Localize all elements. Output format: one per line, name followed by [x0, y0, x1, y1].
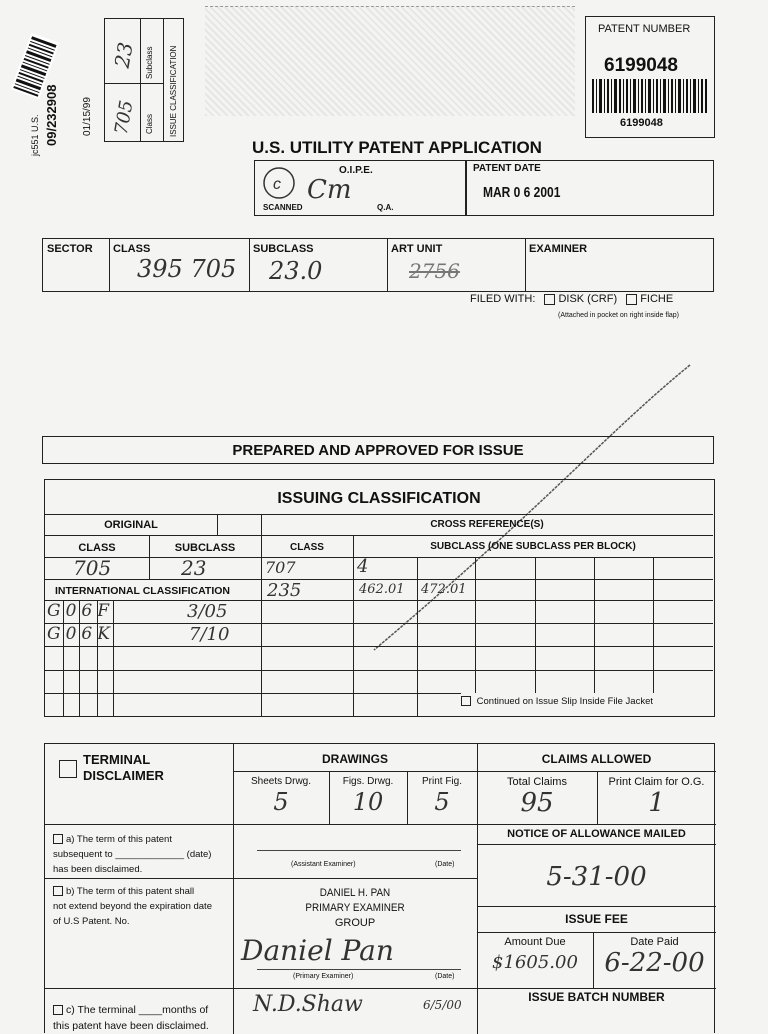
oipe-stamp-icon: [261, 165, 301, 201]
class-label: Class: [145, 113, 154, 134]
intl-hw-2a: G06K: [47, 624, 115, 644]
barcode-date: 01/15/99: [82, 97, 93, 136]
option-b-text-1: b) The term of this patent shall: [66, 886, 195, 897]
xsub-hw-2: 462.01: [359, 582, 405, 597]
issue-classification-label: ISSUE CLASSIFICATION: [169, 45, 178, 137]
print-fig-hw: 5: [434, 788, 450, 816]
art-unit-hw: 2756: [409, 259, 460, 283]
patent-number-box: [585, 16, 715, 138]
stamp-smudge: [205, 6, 575, 116]
svg-text:c: c: [273, 176, 281, 193]
continued-checkbox[interactable]: [461, 696, 471, 706]
issuing-title: ISSUING CLASSIFICATION: [277, 490, 481, 507]
oipe-initials: Cm: [307, 175, 352, 205]
xref-class-label: CLASS: [290, 542, 324, 553]
orig-subclass-label: SUBCLASS: [174, 542, 236, 554]
fiche-label: FICHE: [640, 293, 674, 305]
total-claims-hw: 95: [520, 788, 554, 818]
patent-barcode-value: 6199048: [620, 117, 663, 129]
print-claim-label: Print Claim for O.G.: [608, 776, 705, 788]
patent-date-box: [466, 160, 714, 216]
option-c-checkbox[interactable]: [53, 1005, 63, 1015]
left-barcode-area: [30, 28, 100, 158]
filed-with-label: FILED WITH:: [470, 293, 536, 305]
bottom-date: 6/5/00: [423, 998, 462, 1012]
issue-fee-title: ISSUE FEE: [565, 912, 628, 926]
amount-due-label: Amount Due: [504, 936, 566, 948]
option-b-text-2: not extend beyond the expiration date: [53, 901, 212, 912]
cross-ref-label: CROSS REFERENCE(S): [430, 519, 544, 530]
patent-number-label: PATENT NUMBER: [598, 23, 691, 35]
xclass-hw-2: 235: [267, 580, 302, 601]
terminal-checkbox[interactable]: [59, 760, 77, 778]
filed-with-note: (Attached in pocket on right inside flap): [558, 312, 680, 319]
patent-date-label: PATENT DATE: [473, 163, 541, 174]
primary-date-label: (Date): [435, 973, 455, 980]
info-row: [42, 238, 714, 292]
qa-label: Q.A.: [377, 203, 394, 212]
patent-barcode-icon: [592, 79, 708, 113]
option-b: [53, 884, 212, 929]
class-tab: [104, 18, 184, 142]
class-tab-subclass-hw: 23: [109, 40, 138, 70]
asst-examiner-label: (Assistant Examiner): [291, 861, 356, 868]
barcode-text-2: 09/232908: [44, 84, 59, 146]
figs-label: Figs. Drwg.: [342, 776, 394, 787]
sheets-hw: 5: [273, 788, 289, 816]
option-a-checkbox[interactable]: [53, 834, 63, 844]
option-a-text-3: has been disclaimed.: [53, 864, 143, 875]
patent-date-value: MAR 0 6 2001: [483, 183, 561, 201]
option-c: [53, 1002, 209, 1034]
terminal-title-2: DISCLAIMER: [83, 768, 164, 783]
date-paid-hw: 6-22-00: [604, 948, 705, 978]
oipe-box: [254, 160, 466, 216]
filed-with-row: [470, 293, 673, 305]
barcode-text-1: jc551 U.S.: [30, 114, 40, 156]
print-fig-label: Print Fig.: [421, 776, 462, 787]
figs-hw: 10: [352, 788, 384, 816]
bottom-signature: N.D.Shaw: [253, 992, 363, 1017]
disk-label: DISK (CRF): [558, 293, 618, 305]
drawings-title: DRAWINGS: [322, 752, 388, 766]
bottom-section: [44, 743, 715, 1033]
sector-label: SECTOR: [47, 243, 93, 255]
subclass-label: Subclass: [145, 46, 154, 79]
xsub-hw-1: 4: [357, 556, 369, 577]
option-b-text-3: of U.S Patent. No.: [53, 916, 130, 927]
primary-title: PRIMARY EXAMINER: [305, 902, 405, 914]
amount-due-hw: $1605.00: [492, 952, 578, 973]
primary-examiner-label: (Primary Examiner): [293, 973, 354, 980]
print-claim-hw: 1: [648, 788, 665, 818]
orig-class-hw: 705: [73, 556, 112, 580]
prepared-banner: [42, 436, 714, 464]
orig-class-label: CLASS: [78, 542, 116, 554]
xclass-hw-1: 707: [265, 558, 296, 577]
option-b-checkbox[interactable]: [53, 886, 63, 896]
class-header: CLASS: [113, 243, 151, 255]
class-hw: 395 705: [137, 255, 237, 283]
continued-label: Continued on Issue Slip Inside File Jacket: [476, 696, 654, 707]
option-c-text-1: c) The terminal ____months of: [66, 1004, 209, 1016]
date-paid-label: Date Paid: [630, 936, 679, 948]
asst-date-label: (Date): [435, 861, 455, 868]
total-claims-label: Total Claims: [507, 776, 567, 788]
intl-hw-1b: 3/05: [187, 601, 228, 622]
fiche-checkbox[interactable]: [626, 294, 637, 305]
xref-subclass-label: SUBCLASS (ONE SUBCLASS PER BLOCK): [430, 541, 636, 552]
option-a: [53, 832, 211, 877]
patent-number-value: 6199048: [604, 55, 678, 76]
original-label: ORIGINAL: [104, 519, 158, 531]
orig-subclass-hw: 23: [181, 556, 207, 580]
primary-name: DANIEL H. PAN: [319, 887, 391, 899]
disk-checkbox[interactable]: [544, 294, 555, 305]
notice-date-hw: 5-31-00: [546, 862, 647, 892]
option-a-text-1: a) The term of this patent: [66, 834, 172, 845]
subclass-header: SUBCLASS: [253, 243, 314, 255]
claims-title: CLAIMS ALLOWED: [541, 752, 652, 766]
option-c-text-2: this patent have been disclaimed.: [53, 1020, 209, 1032]
issuing-classification: [44, 479, 715, 717]
continued-row: [461, 696, 653, 707]
art-unit-header: ART UNIT: [391, 243, 443, 255]
batch-title: ISSUE BATCH NUMBER: [528, 990, 665, 1004]
subclass-hw: 23.0: [269, 257, 323, 285]
page-title: U.S. UTILITY PATENT APPLICATION: [252, 138, 542, 157]
intl-hw-2b: 7/10: [189, 624, 230, 645]
intl-class-label: INTERNATIONAL CLASSIFICATION: [55, 585, 230, 597]
intl-hw-1a: G06F: [47, 601, 115, 621]
sheets-label: Sheets Drwg.: [250, 776, 312, 787]
scanned-label: SCANNED: [263, 203, 303, 212]
prepared-label: PREPARED AND APPROVED FOR ISSUE: [232, 442, 524, 459]
option-a-text-2: subsequent to _____________ (date): [53, 849, 212, 860]
primary-group: GROUP: [334, 917, 376, 929]
primary-signature: Daniel Pan: [241, 934, 394, 967]
notice-title: NOTICE OF ALLOWANCE MAILED: [507, 828, 686, 840]
class-tab-class-hw: 705: [110, 98, 138, 137]
terminal-title-1: TERMINAL: [83, 752, 151, 767]
xsub-hw-3: 472.01: [421, 582, 467, 597]
examiner-header: EXAMINER: [529, 243, 588, 255]
oipe-label: O.I.P.E.: [339, 165, 373, 176]
